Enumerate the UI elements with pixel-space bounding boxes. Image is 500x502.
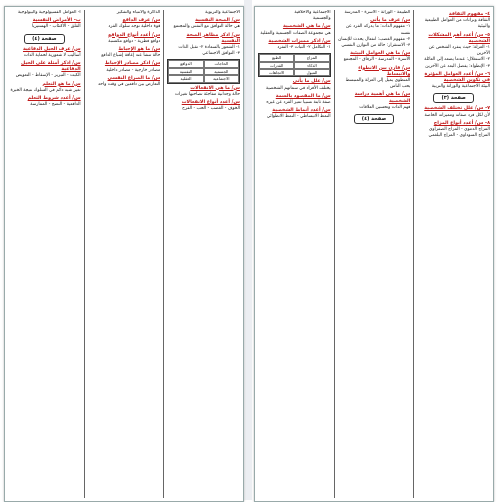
text-line: والجسمية xyxy=(313,16,331,22)
page-gutter xyxy=(244,0,252,500)
text-line: المزاج الدموي - المزاج الصفراوي xyxy=(428,127,490,133)
question-heading: س/ اذكر مميزات الشخصية xyxy=(268,38,331,44)
question-heading: س/ عرف الدافع xyxy=(122,18,161,24)
text-line: البيئة الاجتماعية والوراثة والتربية xyxy=(431,84,490,90)
text-line: صفة ثابتة نسبيا تميز الفرد عن غيره xyxy=(266,100,331,106)
column-divider xyxy=(163,10,164,498)
question-heading: س/ الصحة النفسية xyxy=(195,18,240,24)
right-page-col2 xyxy=(338,10,411,498)
text-line: يختلف الأفراد في سماتهم الشخصية xyxy=(265,85,331,91)
table-cell: الطبع xyxy=(259,54,294,61)
table-cell: العقلية xyxy=(168,75,203,82)
text-line: لأن لكل فرد صفاته ومميزاته الخاصة xyxy=(424,112,490,118)
text-line: ٢- الاستغلال: عندما يضعه إلى العائلة xyxy=(424,57,490,63)
text-line: أ- العوامل الفسيولوجية والبيولوجية xyxy=(17,10,81,15)
question-heading: س/ اذكر مصادر الإحباط xyxy=(104,61,161,67)
document-page-right xyxy=(254,6,494,502)
text-line: الثقافة ونراثات من العوامل الطبيعية والبيئية xyxy=(424,18,490,30)
question-heading: س/ ما هي الشخصية xyxy=(282,24,331,30)
table-cell: الحاجات xyxy=(204,60,239,67)
table-cell: النفسية xyxy=(168,68,203,75)
text-line: تغير شبه دائم في السلوك نتيجة الخبرة xyxy=(10,87,81,93)
text-line: الكبت - التبرير - الإسقاط - التعويض xyxy=(15,73,81,79)
question-heading: ب- الأمراض النفسية xyxy=(32,18,81,24)
text-line: مصادر خارجية - مصادر داخلية xyxy=(106,67,161,73)
text-line: ٣- الاستقرار: حالة من التوازن النفسي xyxy=(341,43,411,49)
column-divider xyxy=(334,10,335,498)
text-line: حالة وجدانية مفاجئة تصاحبها تغيرات xyxy=(174,91,240,97)
question-heading: س/ عرف الحيل الدفاعية xyxy=(22,46,81,52)
question-heading: س/ اذكر أمثلة على الحيل الدفاعية xyxy=(21,61,81,73)
info-table xyxy=(258,53,331,77)
text-line: هي مجموعة الصفات الجسمية والعقلية xyxy=(260,30,331,36)
table-cell: المزاج xyxy=(294,54,329,61)
text-line: الدافعية - النضج - الممارسة xyxy=(30,102,81,108)
page-columns xyxy=(258,10,490,498)
page-number-label: صفحة (٤) xyxy=(24,34,65,44)
column-divider xyxy=(413,10,414,498)
info-table xyxy=(167,59,240,83)
text-line: هي حالة التوافق مع النفس والمجتمع xyxy=(173,24,240,30)
left-page-col1 xyxy=(167,10,240,498)
text-line: الذاكرة والانتباه والتفكير xyxy=(116,10,161,15)
text-line: الأسرة - المدرسة - الرفاق - المجتمع xyxy=(343,57,411,63)
question-heading: س/ ما هي العوامل البيئية xyxy=(350,51,411,57)
text-line: التعارض بين دافعين في وقت واحد xyxy=(97,82,161,88)
text-line: المزاج السوداوي - المزاج البلغمي xyxy=(428,133,490,139)
question-heading: س/ علل ما يأتي xyxy=(292,79,331,85)
text-line: الاجتماعية والتربوية xyxy=(205,10,240,15)
question-heading: ٤- مفهوم الثقافة xyxy=(448,12,490,17)
text-line: حالة تنشأ عند إعاقة إشباع الدافع xyxy=(101,53,161,59)
question-heading: ٨- س/ أعدد أنواع المزاج xyxy=(433,120,490,126)
table-cell: الدوافع xyxy=(168,60,203,67)
page-number-label: صفحة (٤) xyxy=(354,114,395,124)
text-line: دوافع فطرية - دوافع مكتسبة xyxy=(108,38,161,44)
question-heading: س/ ما الصراع النفسي xyxy=(107,75,161,81)
table-cell: الاتجاهات xyxy=(259,69,294,76)
question-heading: س/ ما هو التعلم xyxy=(42,81,81,87)
question-heading: ٦- س/ أعدد العوامل المؤثرة في تكوين الشخصية xyxy=(424,71,490,84)
question-heading: س/ أعدد شروط التعلم xyxy=(27,96,81,102)
question-heading: س/ أعدد أنواع الدوافع xyxy=(108,32,161,38)
question-heading: س/ ما هي الانفعالات xyxy=(190,85,240,91)
text-line: النمط الانبساطي - النمط الانطوائي xyxy=(266,114,331,120)
table-cell: الجسمية xyxy=(204,68,239,75)
text-line: ١- العزلة: حيث ينفرد الشخص عن الآخرين xyxy=(428,45,490,57)
right-page-col3 xyxy=(258,10,331,498)
question-heading: س/ قارن بين الانطواء والانبساط xyxy=(358,65,411,77)
text-line: الاجتماعية والأخلاقية xyxy=(294,10,331,15)
table-cell: الاجتماعية xyxy=(204,75,239,82)
text-line: ١- التكامل ٢- الثبات ٣- التفرد xyxy=(277,45,331,51)
text-line: الخوف - الغضب - الحب - الفرح xyxy=(182,106,240,112)
text-line: قوة داخلية توجه سلوك الفرد xyxy=(108,24,161,30)
question-heading: ٥- س/ أعدد أهم المشكلات الشخصية xyxy=(428,32,490,44)
table-cell: القدرات xyxy=(259,62,294,69)
page-columns xyxy=(8,10,240,498)
question-heading: ٧- س/ علل تختلف الشخصية xyxy=(424,106,490,112)
document-page-left xyxy=(4,6,244,502)
text-line: المنطوي يميل إلى العزلة والمنبسط يحب الناس xyxy=(345,78,411,90)
question-heading: س/ ما هو الإحباط xyxy=(118,47,161,53)
question-heading: س/ عرف ما يأتي xyxy=(370,18,411,24)
page-number-label: صفحة (٣) xyxy=(433,93,474,103)
left-page-col3 xyxy=(8,10,81,498)
right-page-col1 xyxy=(417,10,490,498)
question-heading: س/ أعدد أنواع الانفعالات xyxy=(181,100,240,106)
column-divider xyxy=(84,10,85,498)
text-line: الطبيعة - الوراثة - الأسرة - المدرسة xyxy=(344,10,411,15)
table-cell: الذكاء xyxy=(294,62,329,69)
question-heading: س/ اذكر مظاهر الصحة النفسية xyxy=(186,32,240,44)
text-line: أساليب لا شعورية لحماية الذات xyxy=(23,52,81,58)
text-line: ١- مفهوم الذات: ما يدركه الفرد عن نفسه xyxy=(345,24,411,36)
table-cell: الميول xyxy=(294,69,329,76)
text-line: ٣- التوافق الاجتماعي xyxy=(202,51,240,57)
question-heading: س/ أعدد أنماط الشخصية xyxy=(272,108,331,114)
text-line: فهم الذات وتحسين العلاقات xyxy=(359,104,411,110)
text-line: ١- الشعور بالسعادة ٢- تقبل الذات xyxy=(178,45,240,51)
text-line: القلق - الاكتئاب - الهستيريا xyxy=(31,24,81,30)
question-heading: س/ ما المقصود بالسمة xyxy=(275,93,331,99)
text-line: ٢- مفهوم الغضب: انفعال يحدث للإنسان xyxy=(338,36,411,42)
text-line: ٣- الإنطواء: يفضل البعد عن الآخرين xyxy=(425,63,490,69)
left-page-col2 xyxy=(88,10,161,498)
question-heading: س/ ما هي أهمية دراسة الشخصية xyxy=(354,92,411,104)
